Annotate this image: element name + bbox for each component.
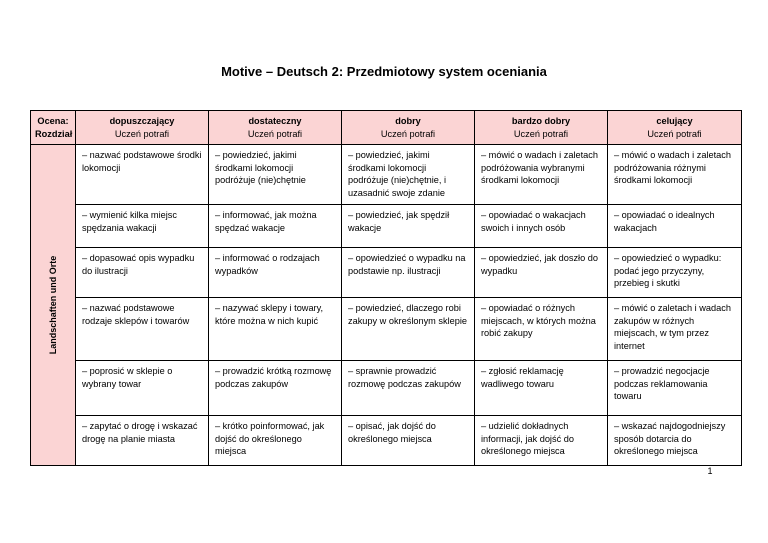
table-row: [31, 145, 742, 205]
column-header: [76, 111, 209, 145]
table-cell: – opowiedzieć o wypadku: podać jego przyczyny, przebieg i skutki: [608, 248, 742, 298]
table-cell: – zapytać o drogę i wskazać drogę na planie miasta: [76, 416, 209, 466]
table-row: [31, 205, 742, 248]
page-title: Motive – Deutsch 2: Przedmiotowy system oceniania: [221, 64, 547, 79]
grade-level: celujący: [656, 116, 693, 126]
header-row: [31, 111, 742, 145]
chapter-label: Rozdział: [35, 128, 73, 139]
table-row: [31, 248, 742, 298]
grade-level: dobry: [395, 116, 421, 126]
table-cell: – sprawnie prowadzić rozmowę podczas zakupów: [342, 361, 475, 416]
table-cell: – udzielić dokładnych informacji, jak dojść do określonego miejsca: [475, 416, 608, 466]
table-cell: – powiedzieć, jakimi środkami lokomocji podróżuje (nie)chętnie, i uzasadnić swoje zdanie: [342, 145, 475, 205]
grade-subtitle: Uczeń potrafi: [513, 128, 569, 139]
table-cell: – nazywać sklepy i towary, które można w nich kupić: [209, 298, 342, 361]
grading-table: [30, 110, 742, 466]
table-row: [31, 298, 742, 361]
page-number: 1: [707, 466, 713, 476]
table-cell: – prowadzić negocjacje podczas reklamowania towaru: [608, 361, 742, 416]
table-cell: – zgłosić reklamację wadliwego towaru: [475, 361, 608, 416]
table-cell: – wskazać najdogodniejszy sposób dotarcia do określonego miejsca: [608, 416, 742, 466]
table-cell: – mówić o wadach i zaletach podróżowania różnymi środkami lokomocji: [608, 145, 742, 205]
grade-subtitle: Uczeń potrafi: [647, 128, 702, 139]
section-cell: [31, 145, 76, 466]
table-cell: – opowiedzieć o wypadku na podstawie np. ilustracji: [342, 248, 475, 298]
grade-subtitle: Uczeń potrafi: [247, 128, 303, 139]
grade-label: Ocena:: [37, 116, 69, 126]
table-cell: – poprosić w sklepie o wybrany towar: [76, 361, 209, 416]
table-cell: – prowadzić krótką rozmowę podczas zakupów: [209, 361, 342, 416]
table-cell: – opowiadać o idealnych wakacjach: [608, 205, 742, 248]
table-cell: – nazwać podstawowe rodzaje sklepów i towarów: [76, 298, 209, 361]
section-label: Landschaften und Orte: [47, 255, 58, 355]
grade-subtitle: Uczeń potrafi: [114, 128, 170, 139]
table-cell: – opowiedzieć, jak doszło do wypadku: [475, 248, 608, 298]
table-cell: – opowiadać o różnych miejscach, w których można robić zakupy: [475, 298, 608, 361]
table-cell: – opowiadać o wakacjach swoich i innych osób: [475, 205, 608, 248]
table-row: [31, 361, 742, 416]
table-cell: – krótko poinformować, jak dojść do określonego miejsca: [209, 416, 342, 466]
column-header: [209, 111, 342, 145]
table-cell: – opisać, jak dojść do określonego miejsca: [342, 416, 475, 466]
column-header: [342, 111, 475, 145]
table-cell: – informować, jak można spędzać wakacje: [209, 205, 342, 248]
table-cell: – informować o rodzajach wypadków: [209, 248, 342, 298]
table-cell: – powiedzieć, dlaczego robi zakupy w określonym sklepie: [342, 298, 475, 361]
grade-level: dopuszczający: [109, 116, 175, 126]
corner-header: [31, 111, 76, 145]
table-cell: – mówić o zaletach i wadach zakupów w różnych miejscach, w tym przez internet: [608, 298, 742, 361]
table-cell: – nazwać podstawowe środki lokomocji: [76, 145, 209, 205]
table-row: [31, 416, 742, 466]
column-header: [475, 111, 608, 145]
table-cell: – mówić o wadach i zaletach podróżowania wybranymi środkami lokomocji: [475, 145, 608, 205]
table-cell: – wymienić kilka miejsc spędzania wakacji: [76, 205, 209, 248]
grade-level: dostateczny: [248, 116, 302, 126]
table-cell: – dopasować opis wypadku do ilustracji: [76, 248, 209, 298]
table-cell: – powiedzieć, jak spędził wakacje: [342, 205, 475, 248]
grade-level: bardzo dobry: [511, 116, 571, 126]
column-header: [608, 111, 742, 145]
table-cell: – powiedzieć, jakimi środkami lokomocji podróżuje (nie)chętnie: [209, 145, 342, 205]
grade-subtitle: Uczeń potrafi: [380, 128, 436, 139]
